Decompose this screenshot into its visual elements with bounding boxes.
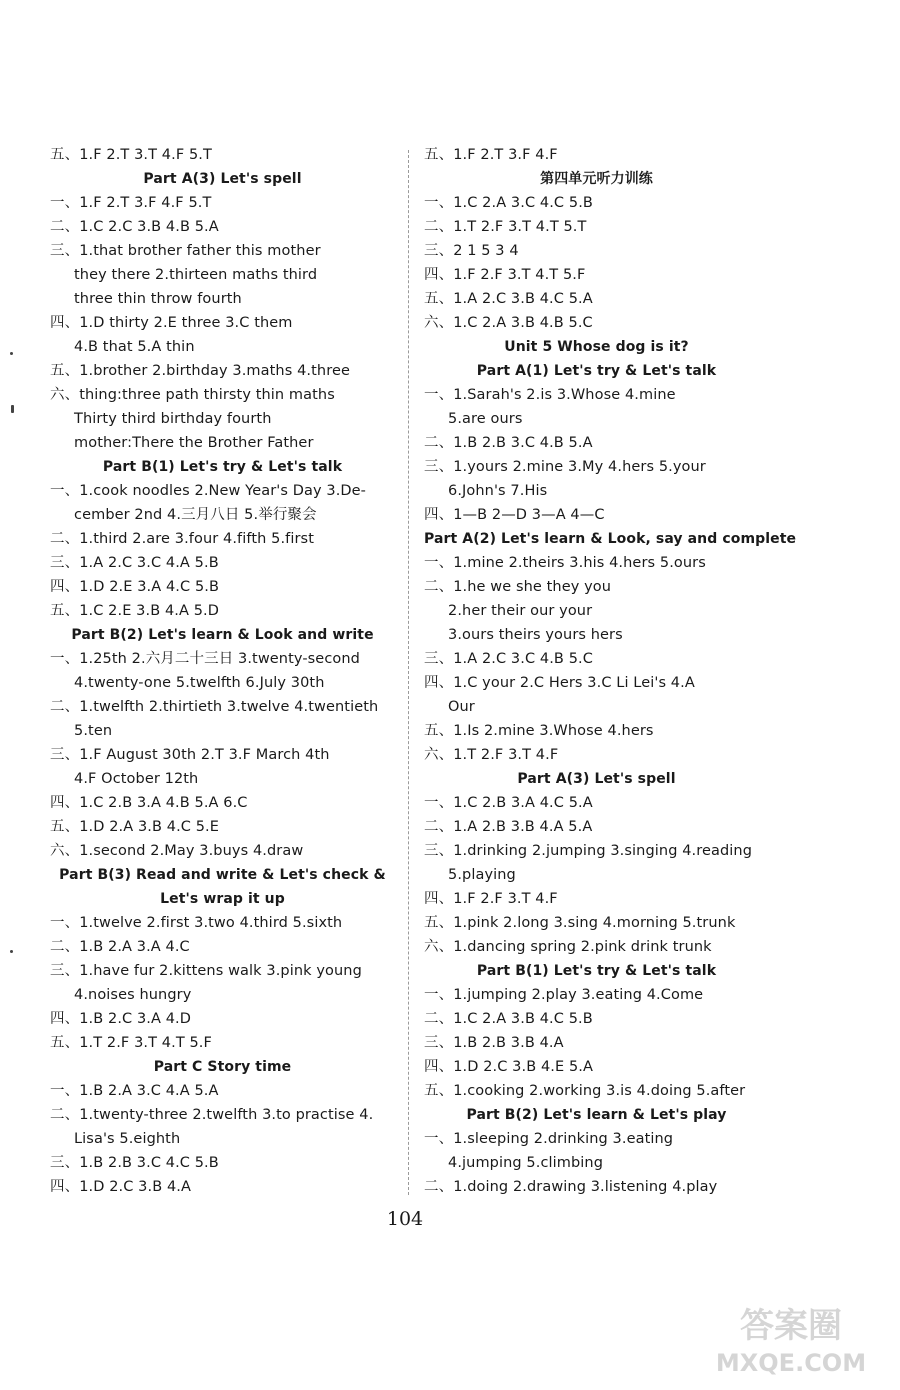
answer-line: 3.ours theirs yours hers <box>448 627 623 643</box>
answer-line: 5.are ours <box>448 411 523 427</box>
answer-line: 二、1.doing 2.drawing 3.listening 4.play <box>424 1179 718 1195</box>
answer-line: 4.noises hungry <box>74 987 192 1003</box>
answer-line: 五、1.D 2.A 3.B 4.C 5.E <box>50 819 220 835</box>
scan-speck <box>11 405 14 413</box>
answer-line: Our <box>448 699 475 715</box>
right-answer-column <box>424 143 797 1199</box>
answer-line: 三、1.B 2.B 3.C 4.C 5.B <box>50 1155 219 1171</box>
answer-line: three thin throw fourth <box>74 291 242 307</box>
answer-line: 四、1.D 2.C 3.B 4.A <box>50 1179 192 1195</box>
section-heading: Part A(3) Let's spell <box>517 771 676 787</box>
answer-line: 五、1.C 2.E 3.B 4.A 5.D <box>50 603 220 619</box>
answer-line: 六、thing:three path thirsty thin maths <box>50 387 335 403</box>
answer-line: 二、1.he we she they you <box>424 579 612 595</box>
section-heading: Part B(2) Let's learn & Let's play <box>466 1107 727 1123</box>
answer-line: 四、1.D thirty 2.E three 3.C them <box>50 315 293 331</box>
answer-line: 6.John's 7.His <box>448 483 548 499</box>
answer-line: 5.ten <box>74 723 113 739</box>
answer-line: 一、1.cook noodles 2.New Year's Day 3.De- <box>50 483 367 499</box>
answer-line: 一、1.twelve 2.first 3.two 4.third 5.sixth <box>50 915 343 931</box>
answer-line: Lisa's 5.eighth <box>74 1131 181 1147</box>
scan-speck <box>10 950 13 953</box>
answer-line: Thirty third birthday fourth <box>74 411 272 427</box>
answer-line: 六、1.C 2.A 3.B 4.B 5.C <box>424 315 593 331</box>
section-heading: Unit 5 Whose dog is it? <box>504 339 689 355</box>
answer-line: 三、1.yours 2.mine 3.My 4.hers 5.your <box>424 459 706 475</box>
section-heading: Part B(1) Let's try & Let's talk <box>102 459 343 475</box>
answer-line: 五、1.F 2.T 3.F 4.F <box>424 147 558 163</box>
answer-line: 一、1.C 2.B 3.A 4.C 5.A <box>424 795 593 811</box>
answer-line: 4.twenty-one 5.twelfth 6.July 30th <box>74 675 325 691</box>
answer-line: 二、1.A 2.B 3.B 4.A 5.A <box>424 819 593 835</box>
answer-line: 六、1.second 2.May 3.buys 4.draw <box>50 843 304 859</box>
answer-line: 四、1.B 2.C 3.A 4.D <box>50 1011 192 1027</box>
section-heading: Part A(1) Let's try & Let's talk <box>476 363 717 379</box>
answer-line: 二、1.C 2.A 3.B 4.C 5.B <box>424 1011 593 1027</box>
scan-speck <box>10 352 13 355</box>
answer-line: 一、1.Sarah's 2.is 3.Whose 4.mine <box>424 387 676 403</box>
section-heading: Part B(2) Let's learn & Look and write <box>71 627 374 643</box>
answer-line: 六、1.T 2.F 3.T 4.F <box>424 747 559 763</box>
section-heading: 第四单元听力训练 <box>540 171 653 187</box>
answer-line: 一、1.C 2.A 3.C 4.C 5.B <box>424 195 593 211</box>
answer-line: mother:There the Brother Father <box>74 435 314 451</box>
answer-line: 五、1.T 2.F 3.T 4.T 5.F <box>50 1035 212 1051</box>
answer-line: 五、1.cooking 2.working 3.is 4.doing 5.after <box>424 1083 746 1099</box>
answer-line: 一、1.mine 2.theirs 3.his 4.hers 5.ours <box>424 555 706 571</box>
answer-line: 一、1.jumping 2.play 3.eating 4.Come <box>424 987 704 1003</box>
section-heading: Part C Story time <box>153 1059 292 1075</box>
watermark-url: MXQE.COM <box>715 1349 867 1377</box>
answer-line: 三、1.A 2.C 3.C 4.B 5.C <box>424 651 593 667</box>
answer-line: 二、1.C 2.C 3.B 4.B 5.A <box>50 219 219 235</box>
left-answer-column <box>50 143 395 1199</box>
answer-line: 五、1.brother 2.birthday 3.maths 4.three <box>50 363 350 379</box>
answer-line: 4.F October 12th <box>74 771 199 787</box>
watermark-text: 答案圈 <box>740 1306 842 1346</box>
answer-line: 四、1.F 2.F 3.T 4.F <box>424 891 558 907</box>
answer-line: 五、1.pink 2.long 3.sing 4.morning 5.trunk <box>424 915 736 931</box>
answer-line: 一、1.sleeping 2.drinking 3.eating <box>424 1131 674 1147</box>
section-heading: Part B(1) Let's try & Let's talk <box>476 963 717 979</box>
answer-line: 四、1.D 2.E 3.A 4.C 5.B <box>50 579 220 595</box>
answer-line: 二、1.T 2.F 3.T 4.T 5.T <box>424 219 587 235</box>
answer-line: 三、1.that brother father this mother <box>50 243 321 259</box>
answer-line: 二、1.B 2.A 3.A 4.C <box>50 939 190 955</box>
answer-line: they there 2.thirteen maths third <box>74 267 318 283</box>
answer-line: 五、1.A 2.C 3.B 4.C 5.A <box>424 291 593 307</box>
answer-line: 五、1.F 2.T 3.T 4.F 5.T <box>50 147 212 163</box>
answer-line: 2.her their our your <box>448 603 593 619</box>
answer-line: 5.playing <box>448 867 516 883</box>
answer-line: 四、1.F 2.F 3.T 4.T 5.F <box>424 267 586 283</box>
answer-line: 三、1.drinking 2.jumping 3.singing 4.reading <box>424 843 753 859</box>
answer-line: 六、1.dancing spring 2.pink drink trunk <box>424 939 712 955</box>
section-heading: Part A(3) Let's spell <box>143 171 302 187</box>
answer-line: 二、1.twelfth 2.thirtieth 3.twelve 4.twentieth <box>50 699 379 715</box>
answer-line: 四、1.D 2.C 3.B 4.E 5.A <box>424 1059 594 1075</box>
watermark-logo <box>696 1306 886 1382</box>
answer-line: 四、1—B 2—D 3—A 4—C <box>424 507 605 523</box>
section-heading: Let's wrap it up <box>160 891 285 907</box>
answer-line: 四、1.C your 2.C Hers 3.C Li Lei's 4.A <box>424 675 695 691</box>
section-heading: Part B(3) Read and write & Let's check & <box>59 867 386 883</box>
answer-line: 三、1.F August 30th 2.T 3.F March 4th <box>50 747 330 763</box>
answer-line: 二、1.third 2.are 3.four 4.fifth 5.first <box>50 531 314 547</box>
answer-line: 三、1.A 2.C 3.C 4.A 5.B <box>50 555 219 571</box>
section-heading: Part A(2) Let's learn & Look, say and complete <box>424 531 797 547</box>
answer-line: 四、1.C 2.B 3.A 4.B 5.A 6.C <box>50 795 248 811</box>
answer-line: 二、1.twenty-three 2.twelfth 3.to practise 4. <box>50 1107 374 1123</box>
answer-line: 五、1.Is 2.mine 3.Whose 4.hers <box>424 723 654 739</box>
answer-line: 4.jumping 5.climbing <box>448 1155 604 1171</box>
answer-line: 三、1.have fur 2.kittens walk 3.pink young <box>50 963 362 979</box>
answer-line: 三、2 1 5 3 4 <box>424 243 519 259</box>
answer-line: 二、1.B 2.B 3.C 4.B 5.A <box>424 435 593 451</box>
answer-line: 一、1.F 2.T 3.F 4.F 5.T <box>50 195 212 211</box>
answer-line: 一、1.25th 2.六月二十三日 3.twenty-second <box>50 651 360 667</box>
answer-line: 4.B that 5.A thin <box>74 339 195 355</box>
answer-line: 一、1.B 2.A 3.C 4.A 5.A <box>50 1083 219 1099</box>
page-number: 104 <box>386 1208 424 1230</box>
answer-line: cember 2nd 4.三月八日 5.举行聚会 <box>74 507 317 523</box>
column-divider <box>408 150 409 1195</box>
answer-line: 三、1.B 2.B 3.B 4.A <box>424 1035 564 1051</box>
